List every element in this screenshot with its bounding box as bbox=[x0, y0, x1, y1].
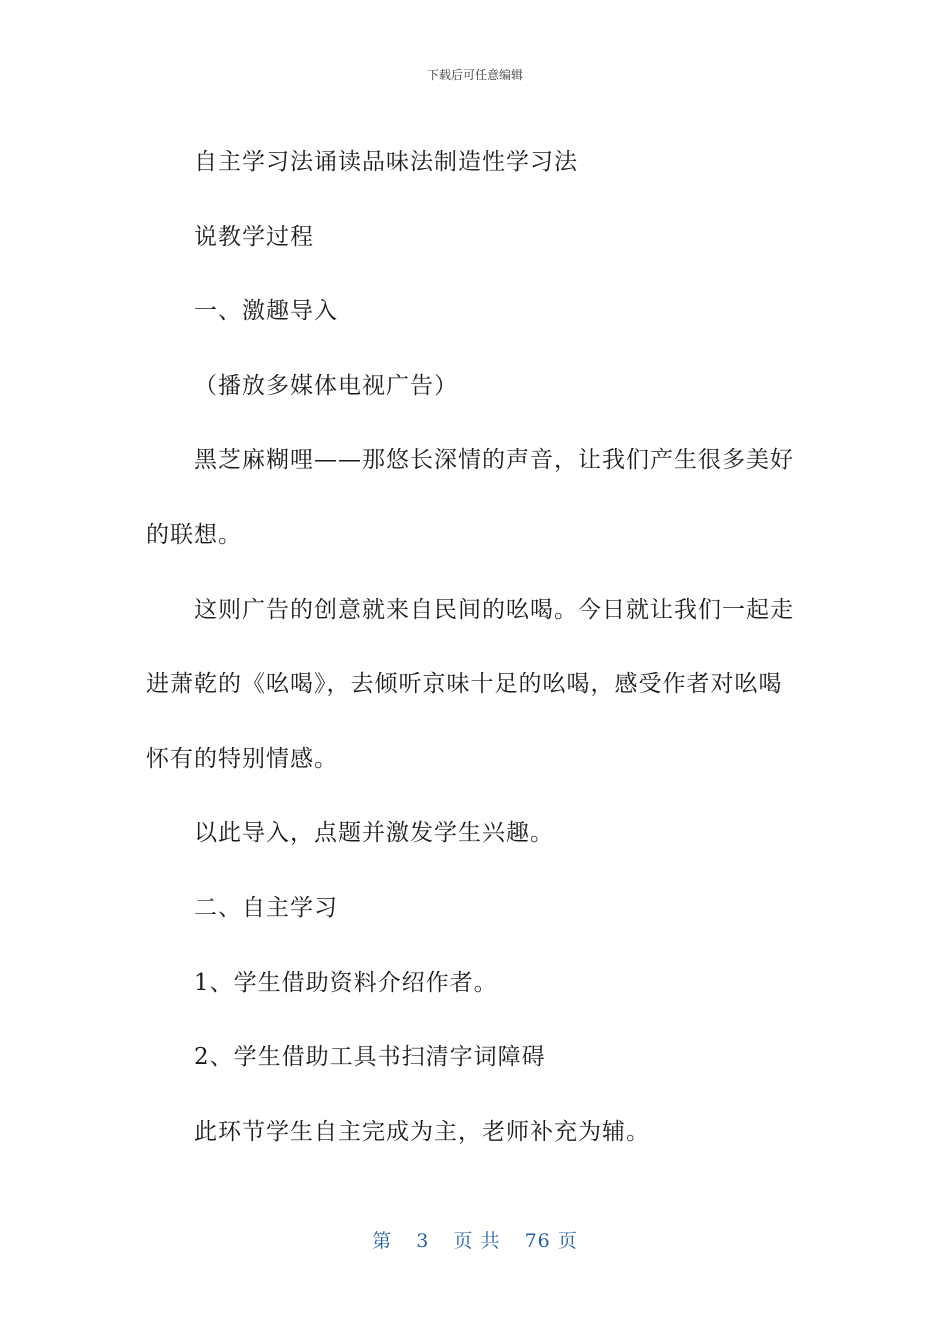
paragraph-self-study-note: 此环节学生自主完成为主，老师补充为辅。 bbox=[194, 1118, 650, 1145]
footer-suffix: 页 bbox=[557, 1230, 578, 1252]
paragraph-item-two: 2、学生借助工具书扫清字词障碍 bbox=[194, 1044, 546, 1071]
footer-total-pages: 76 bbox=[524, 1230, 551, 1252]
header-text: 下载后可任意编辑 bbox=[426, 68, 523, 82]
paragraph-intro-purpose: 以此导入，点题并激发学生兴趣。 bbox=[194, 820, 554, 847]
paragraph-ad-creative: 这则广告的创意就来自民间的吆喝。今日就让我们一起走进萧乾的《吆喝》，去倾听京味十足的吆喝，感受作者对吆喝怀有的特别情感。 bbox=[146, 596, 794, 772]
document-body bbox=[146, 125, 798, 1169]
paragraph-ad-quote: 黑芝麻糊哩——那悠长深情的声音，让我们产生很多美好的联想。 bbox=[146, 447, 794, 548]
paragraph-methods: 自主学习法诵读品味法制造性学习法 bbox=[194, 149, 578, 175]
paragraph-multimedia-note: （播放多媒体电视广告） bbox=[194, 372, 458, 399]
paragraph-process-heading: 说教学过程 bbox=[194, 223, 314, 250]
paragraph-section-two-heading: 二、自主学习 bbox=[194, 894, 338, 921]
footer-prefix: 第 bbox=[372, 1230, 393, 1252]
paragraph-section-one-heading: 一、激趣导入 bbox=[194, 298, 338, 325]
paragraph-item-one: 1、学生借助资料介绍作者。 bbox=[194, 969, 498, 996]
page-footer bbox=[0, 1226, 950, 1253]
page-header bbox=[0, 66, 950, 83]
footer-current-page: 3 bbox=[416, 1230, 430, 1252]
footer-middle: 页 共 bbox=[453, 1230, 501, 1252]
